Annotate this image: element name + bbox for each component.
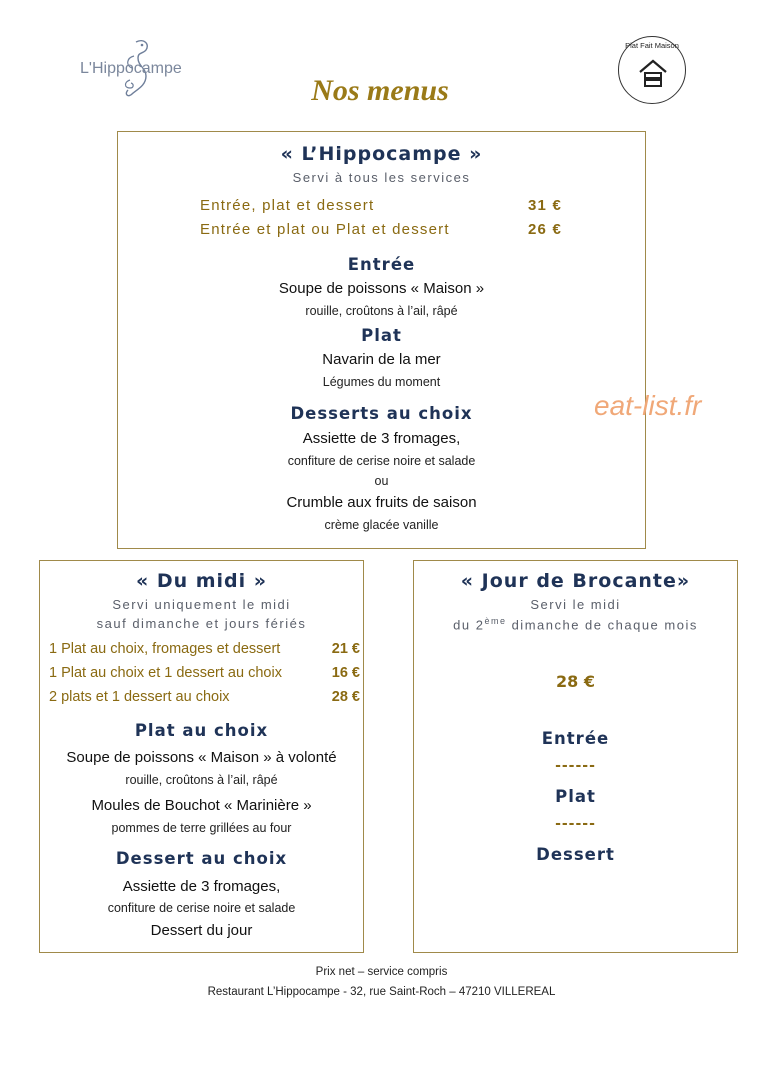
dessert2-desc: crème glacée vanille <box>324 518 439 532</box>
badge-text: Plat Fait Maison <box>625 41 679 50</box>
price-value: 21 € <box>331 641 360 657</box>
menu-title: « Du midi » <box>135 570 268 592</box>
entree-heading: Entrée <box>347 255 416 274</box>
price-row <box>49 689 360 713</box>
hippocampe-logo <box>80 36 210 106</box>
menu-price: 28 € <box>556 672 595 691</box>
plat2-dish: Moules de Bouchot « Marinière » <box>91 797 312 814</box>
menu-hippocampe <box>117 131 646 549</box>
dessert-heading: Dessert au choix <box>115 849 288 868</box>
dessert1-desc: confiture de cerise noire et salade <box>107 901 296 915</box>
price-value: 31 € <box>528 197 562 214</box>
price-list <box>49 641 360 713</box>
page-heading: Nos menus <box>311 74 449 107</box>
price-row <box>200 221 562 245</box>
footer-line-1: Prix net – service compris <box>315 966 448 978</box>
price-label: 1 Plat au choix, fromages et dessert <box>49 641 281 657</box>
plat-heading: Plat <box>361 326 402 345</box>
dessert2-dish: Dessert du jour <box>150 922 253 939</box>
plat1-dish: Soupe de poissons « Maison » à volonté <box>66 749 337 766</box>
course-entree: Entrée <box>541 729 610 748</box>
menu-subtitle-1: Servi le midi <box>530 597 621 612</box>
price-label: 1 Plat au choix et 1 dessert au choix <box>49 665 282 681</box>
price-label: Entrée et plat ou Plat et dessert <box>200 221 450 238</box>
price-row <box>49 641 360 665</box>
dessert1-dish: Assiette de 3 fromages, <box>302 430 461 447</box>
price-list <box>200 197 562 245</box>
menu-jour-de-brocante <box>413 560 738 953</box>
fait-maison-badge <box>618 36 686 104</box>
dessert2-dish: Crumble aux fruits de saison <box>286 494 477 511</box>
dessert1-desc: confiture de cerise noire et salade <box>287 454 476 468</box>
price-value: 26 € <box>528 221 562 238</box>
watermark: eat-list.fr <box>594 390 702 421</box>
plat-heading: Plat au choix <box>134 721 269 740</box>
price-row <box>49 665 360 689</box>
course-dessert: Dessert <box>536 845 615 864</box>
logo-text: L'Hippocampe <box>80 60 182 77</box>
house-badge-icon <box>637 57 669 89</box>
or-text: ou <box>374 474 389 488</box>
price-value: 28 € <box>331 689 360 705</box>
menu-subtitle-2 <box>414 616 737 632</box>
menu-subtitle-2: sauf dimanche et jours fériés <box>96 616 307 631</box>
plat1-desc: rouille, croûtons à l’ail, râpé <box>125 773 278 787</box>
menu-title: « Jour de Brocante» <box>460 570 691 592</box>
menu-subtitle-1: Servi uniquement le midi <box>112 597 291 612</box>
plat2-desc: pommes de terre grillées au four <box>111 821 292 835</box>
menu-du-midi <box>39 560 364 953</box>
course-plat: Plat <box>555 787 596 806</box>
subtitle-sup: ème <box>484 616 507 626</box>
plat-dish: Navarin de la mer <box>322 351 441 368</box>
entree-desc: rouille, croûtons à l’ail, râpé <box>305 304 458 318</box>
price-value: 16 € <box>331 665 360 681</box>
plat-desc: Légumes du moment <box>322 375 441 389</box>
entree-dish: Soupe de poissons « Maison » <box>278 280 485 297</box>
menu-title: « L’Hippocampe » <box>280 143 483 165</box>
price-label: Entrée, plat et dessert <box>200 197 375 214</box>
subtitle-post: dimanche de chaque mois <box>506 617 698 633</box>
separator: ------ <box>555 758 596 774</box>
desserts-heading: Desserts au choix <box>290 404 473 423</box>
footer-line-2: Restaurant L’Hippocampe - 32, rue Saint-Roch – 47210 VILLEREAL <box>207 986 556 998</box>
subtitle-pre: du 2 <box>453 617 485 633</box>
price-label: 2 plats et 1 dessert au choix <box>49 689 230 705</box>
price-row <box>200 197 562 221</box>
menu-subtitle: Servi à tous les services <box>292 170 471 185</box>
separator: ------ <box>555 816 596 832</box>
dessert1-dish: Assiette de 3 fromages, <box>122 878 281 895</box>
